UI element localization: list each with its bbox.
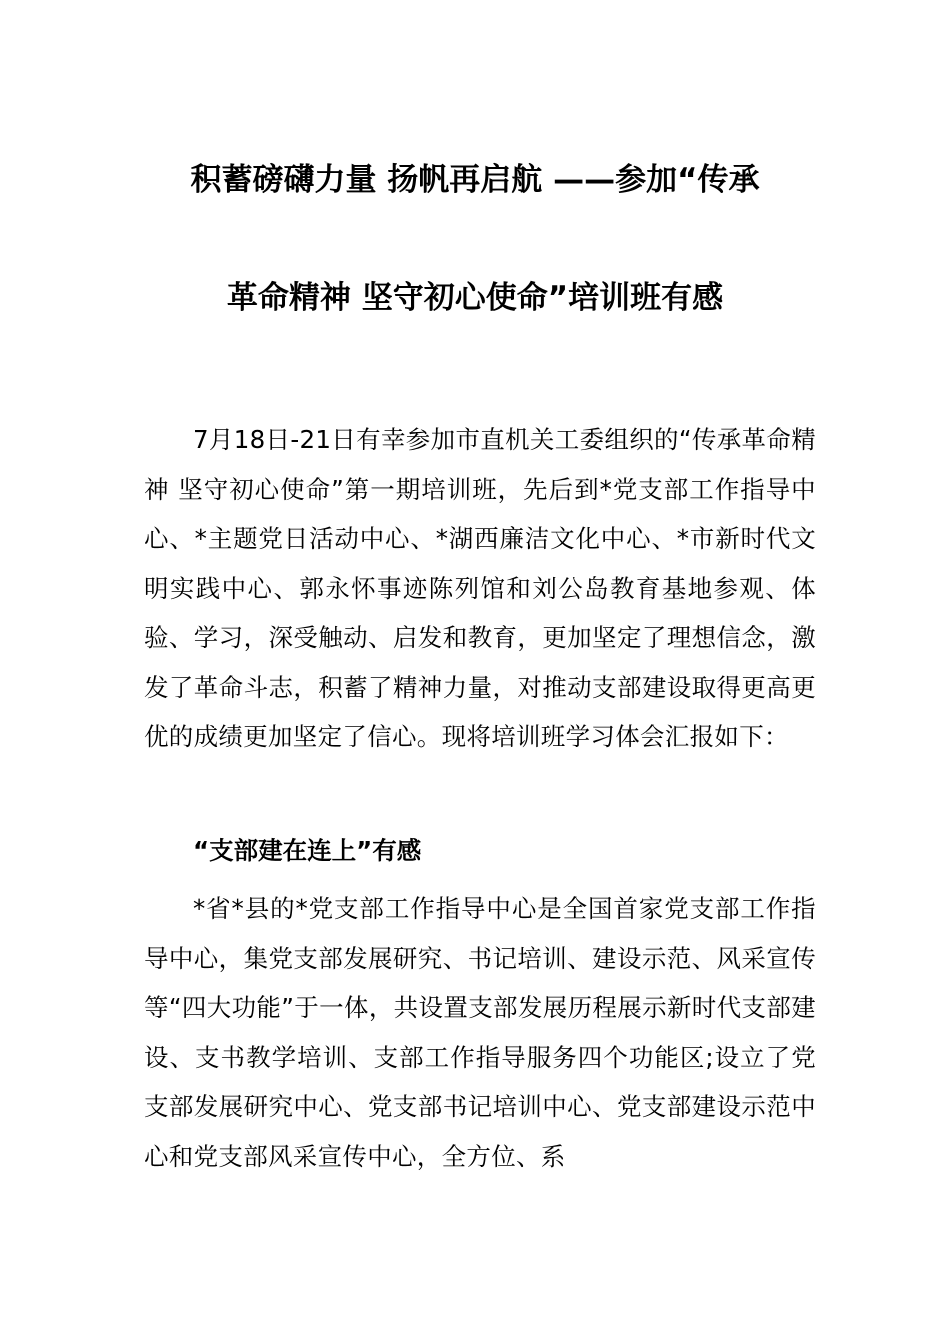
- body-paragraph-1: 7月18日-21日有幸参加市直机关工委组织的“传承革命精神 坚守初心使命”第一期培训班，先后到*党支部工作指导中心、*主题党日活动中心、*湖西廉洁文化中心、*市新时代文明实践中心、郭永怀事迹陈列馆和刘公岛教育基地参观、体验、学习，深受触动、启发和教育，更加坚定了理想信念，激发了革命斗志，积蓄了精神力量，对推动支部建设取得更高更优的成绩更加坚定了信心。现将培训班学习体会汇报如下：: [144, 425, 816, 751]
- document-title-line1: 积蓄磅礴力量 扬帆再启航 ——参加“传承: [190, 162, 760, 198]
- document-title-line2: 革命精神 坚守初心使命”培训班有感: [226, 280, 724, 316]
- section-subheading-1: “支部建在连上”有感: [193, 836, 422, 865]
- body-paragraph-2: *省*县的*党支部工作指导中心是全国首家党支部工作指导中心，集党支部发展研究、书记培训、建设示范、风采宣传等“四大功能”于一体，共设置支部发展历程展示新时代支部建设、支书教学培训、支部工作指导服务四个功能区;设立了党支部发展研究中心、党支部书记培训中心、党支部建设示范中心和党支部风采宣传中心，全方位、系: [144, 894, 816, 1171]
